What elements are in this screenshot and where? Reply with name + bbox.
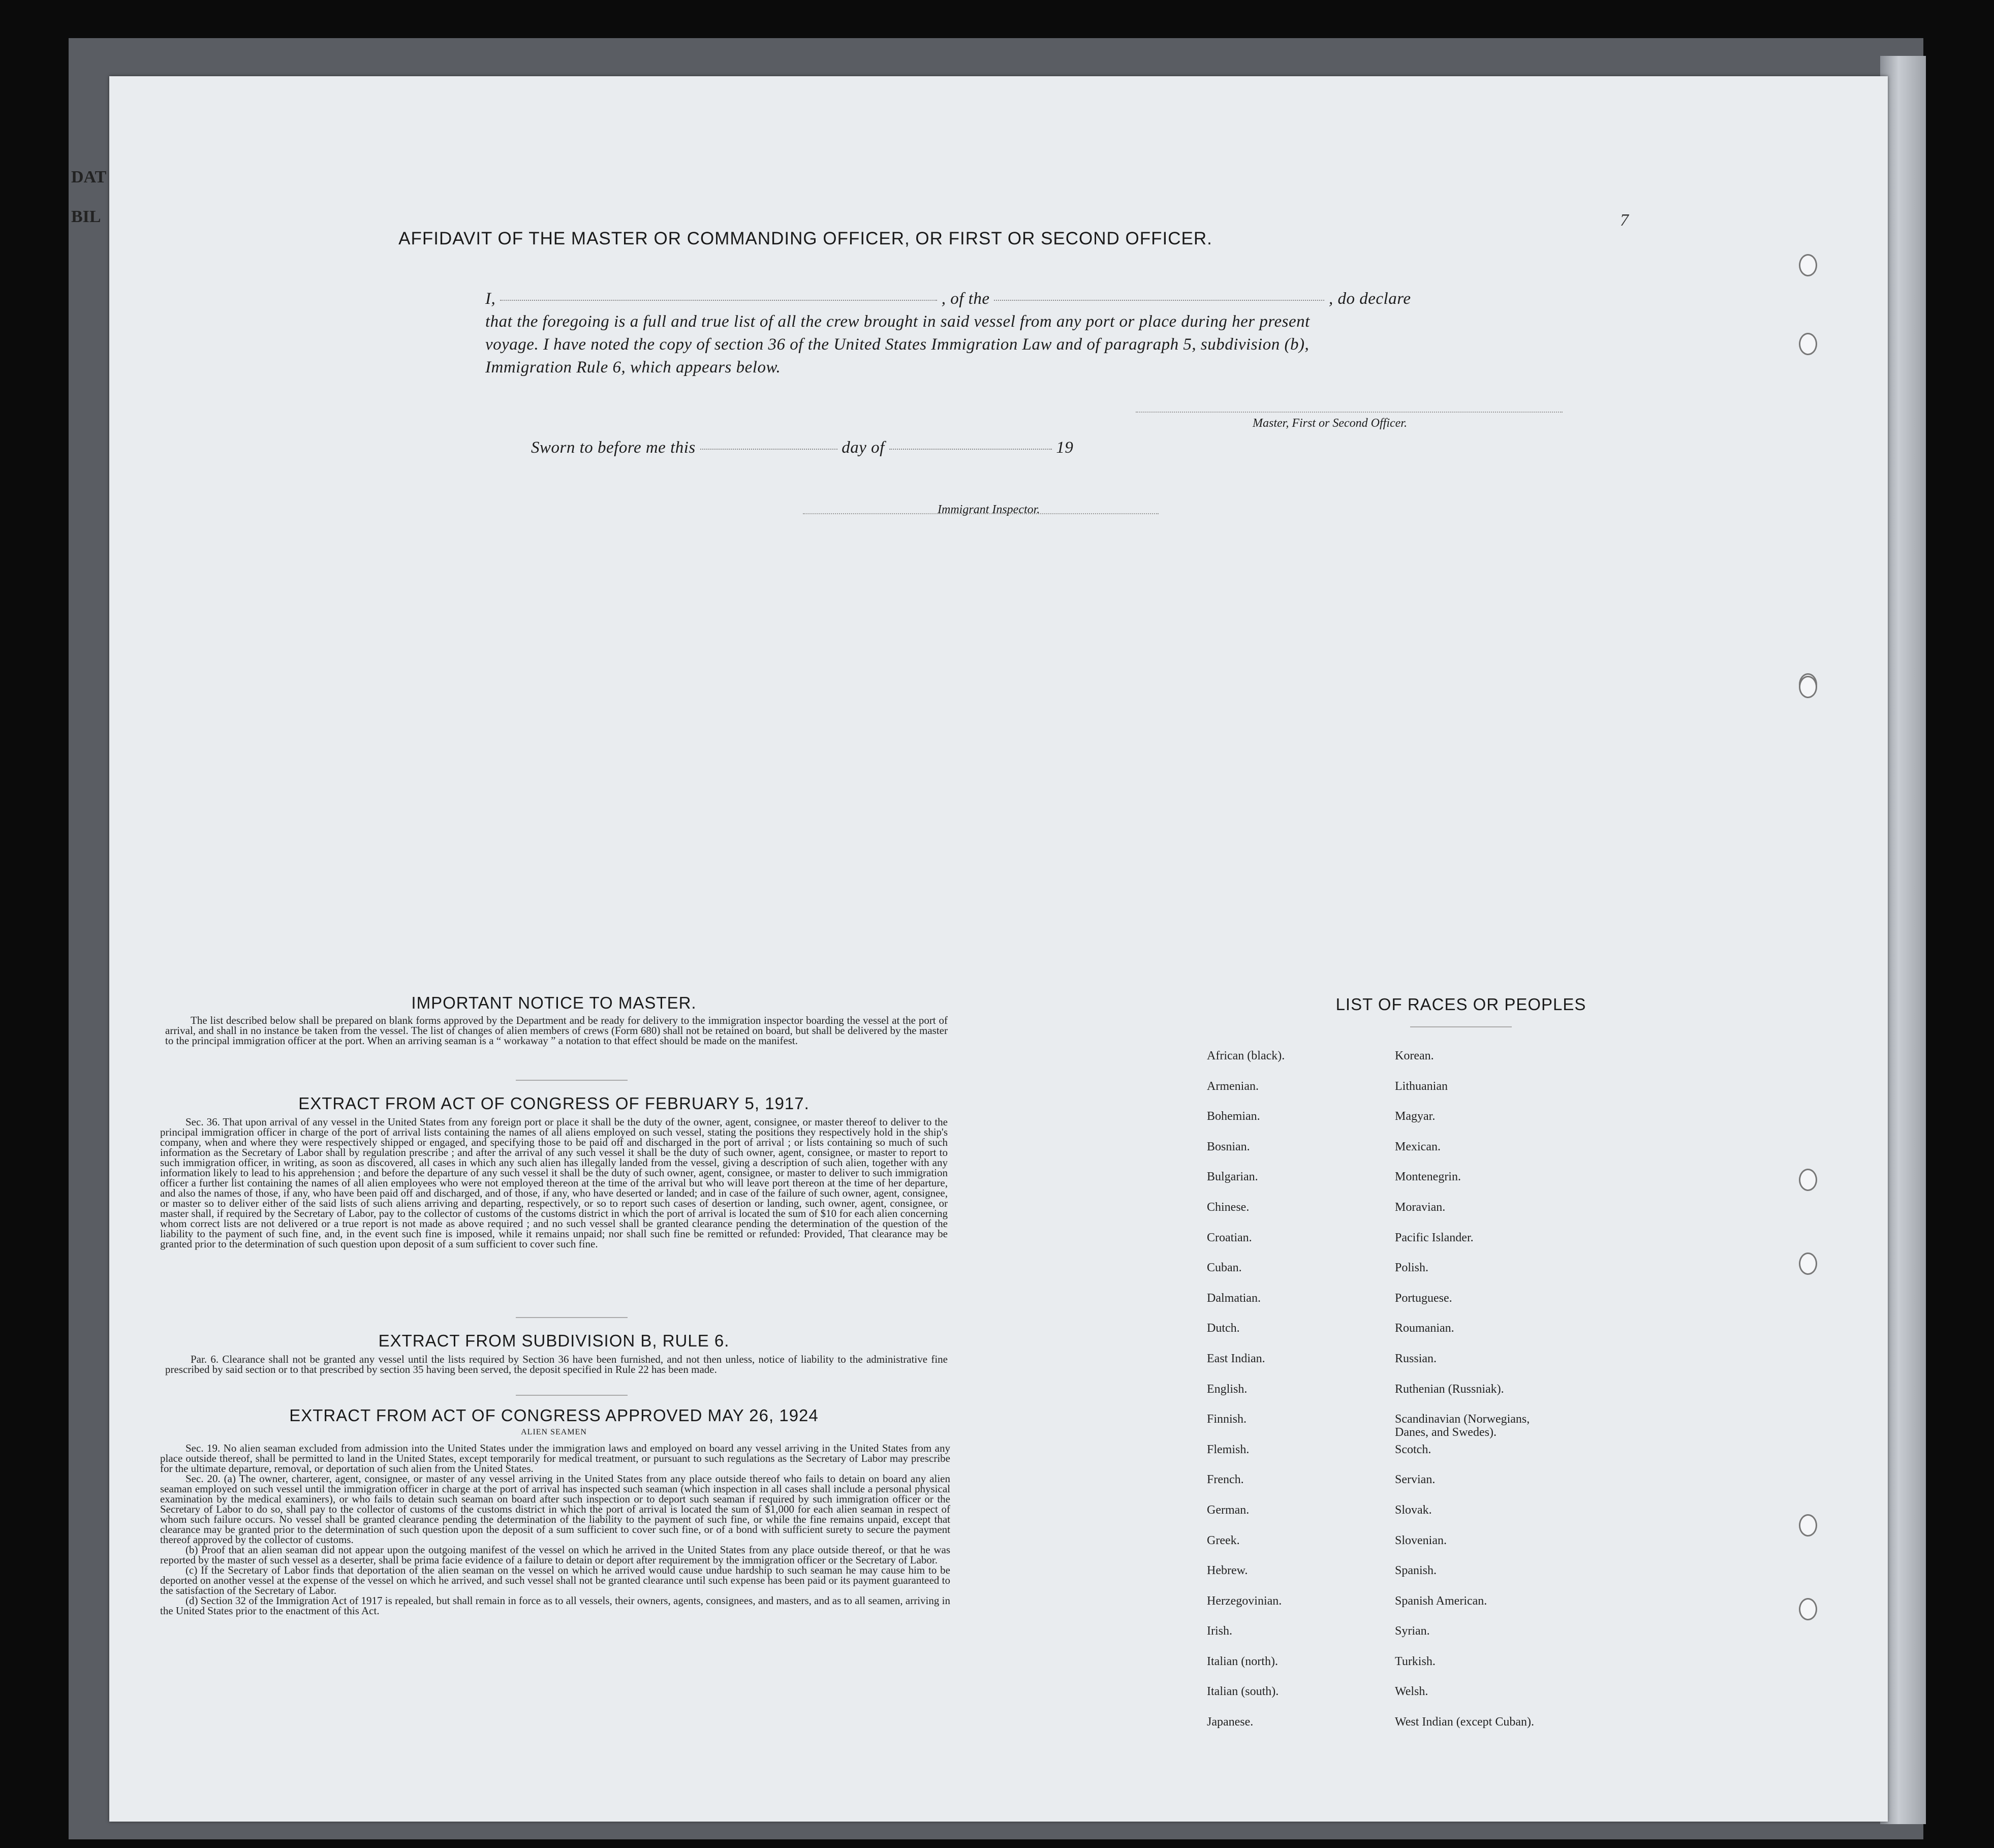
race-item: Ruthenian (Russniak). <box>1395 1382 1504 1396</box>
extract-1917-title: EXTRACT FROM ACT OF CONGRESS OF FEBRUARY 5, 1917. <box>298 1094 809 1113</box>
race-item: Italian (north). <box>1207 1654 1278 1668</box>
race-item: Bulgarian. <box>1207 1170 1258 1184</box>
punch-hole <box>1799 1252 1817 1275</box>
master-signature-line[interactable] <box>1136 412 1563 413</box>
inspector-caption: Immigrant Inspector. <box>938 503 1040 516</box>
race-item: Dalmatian. <box>1207 1291 1261 1305</box>
stub-label-2: BIL <box>71 207 101 226</box>
race-item: Italian (south). <box>1207 1685 1279 1699</box>
race-item: Scotch. <box>1395 1443 1431 1456</box>
races-title: LIST OF RACES OR PEOPLES <box>1335 995 1586 1014</box>
declare-of-the: , of the <box>941 290 990 308</box>
vessel-blank[interactable] <box>994 299 1324 301</box>
races-left-column <box>1207 1049 1395 1746</box>
race-item: Croatian. <box>1207 1231 1252 1244</box>
race-item: English. <box>1207 1382 1248 1396</box>
race-item: Magyar. <box>1395 1110 1436 1123</box>
notice-text <box>165 1015 948 1046</box>
punch-hole <box>1799 676 1817 698</box>
race-item: Scandinavian (Norwegians, Danes, and Swedes). <box>1395 1413 1530 1439</box>
punch-hole <box>1799 254 1817 276</box>
race-item: Bohemian. <box>1207 1110 1260 1123</box>
extract-1917-paragraph: Sec. 36. That upon arrival of any vessel in the United States from any foreign port or place it shall be the duty of the owner, agent, consignee, or master thereof to deliver to the principal immigration officer in charge of the port of arrival lists containing the names of all aliens employed on such vessel, stating the positions they respectively hold in the ship's company, when and where they were respectively shipped or engaged, and specifying those to be paid off and discharged in the port of arrival ; or lists containing so much of such information as the Secretary of Labor shall by regulation prescribe ; and after the arrival of any such vessel it shall be the duty of such owner, agent, consignee, or master to report to such immigration officer, in writing, as soon as discovered, all cases in which any such alien has illegally landed from the vessel, giving a description of such alien, together with any information likely to lead to his apprehension ; and before the departure of any such vessel it shall be the duty of such owner, agent, consignee, or master to deliver to such immigration officer a further list containing the names of all alien employees who were not employed thereon at the time of the arrival but who will leave port thereon at the time of her departure, and also the names of those, if any, who have been paid off and discharged, and of those, if any, who have deserted or landed; and in case of the failure of such owner, agent, consignee, or master so to deliver either of the said lists of such aliens arriving and departing, respectively, or so to report such cases of desertion or landing, such owner, agent, consignee, or master shall, if required by the Secretary of Labor, pay to the collector of customs of the customs district in which the port of arrival is located the sum of $10 for each alien concerning whom correct lists are not delivered or a true report is not made as above required ; and no such vessel shall be granted clearance pending the determination of the question of the liability to the payment of such fine, and, in the event such fine is imposed, while it remains unpaid; nor shall such fine be remitted or refunded: Provided, That clearance may be granted prior to the determination of such question upon deposit of a sum sufficient to cover such fine. <box>160 1116 948 1250</box>
punch-hole <box>1799 1514 1817 1537</box>
race-item: Polish. <box>1395 1261 1429 1275</box>
race-item: Servian. <box>1395 1473 1436 1487</box>
extract-1917-text <box>160 1117 948 1249</box>
race-item: Slovenian. <box>1395 1533 1447 1547</box>
extract-rule6-paragraph: Par. 6. Clearance shall not be granted any vessel until the lists required by Section 36 have been furnished, and not then unless, notice of liability to the administrative fine prescribed by said section or to that prescribed by section 35 having been served, the deposit specified in Rule 22 has been made. <box>165 1353 948 1375</box>
declare-i: I, <box>485 290 496 308</box>
race-item: Greek. <box>1207 1533 1240 1547</box>
name-blank[interactable] <box>500 299 937 301</box>
declaration-line-2: that the foregoing is a full and true list of all the crew brought in said vessel from any port or place during her present <box>485 312 1310 331</box>
race-item: Finnish. <box>1207 1413 1247 1426</box>
race-item: Spanish American. <box>1395 1594 1487 1608</box>
declaration-line-3: voyage. I have noted the copy of section 36 of the United States Immigration Law and of paragraph 5, subdivision (b), <box>485 335 1310 354</box>
race-item: Chinese. <box>1207 1200 1250 1214</box>
sworn-month-blank[interactable] <box>889 448 1052 450</box>
extract-1924-paragraph: (d) Section 32 of the Immigration Act of 1917 is repealed, but shall remain in force as to all vessels, their owners, agents, consignees, and masters, and as to all seamen, arriving in the United States prior to the enactment of this Act. <box>160 1594 950 1617</box>
punch-hole <box>1799 1169 1817 1191</box>
page-number: 7 <box>1620 211 1629 230</box>
sworn-day-blank[interactable] <box>700 448 837 450</box>
race-item: Dutch. <box>1207 1322 1240 1335</box>
race-item: Russian. <box>1395 1352 1437 1365</box>
master-caption: Master, First or Second Officer. <box>1253 417 1407 430</box>
notice-title: IMPORTANT NOTICE TO MASTER. <box>411 993 697 1012</box>
notice-paragraph: The list described below shall be prepared on blank forms approved by the Department and be ready for delivery to the immigration inspector boarding the vessel at the port of arrival, and shall in no instance be taken from the vessel. The list of changes of alien members of crews (Form 680) shall not be retained on board, but shall be delivered by the master to the principal immigration officer at the port. When an arriving seaman is a “ workaway ” a notation to that effect should be made on the manifest. <box>165 1014 948 1047</box>
punch-hole <box>1799 1598 1817 1620</box>
divider <box>1410 1026 1512 1027</box>
divider <box>516 1080 628 1081</box>
race-item: African (black). <box>1207 1049 1285 1062</box>
race-item: Welsh. <box>1395 1685 1428 1699</box>
race-item: French. <box>1207 1473 1244 1487</box>
divider <box>516 1395 628 1396</box>
extract-1924-subtitle: ALIEN SEAMEN <box>521 1428 587 1436</box>
race-item: Moravian. <box>1395 1200 1446 1214</box>
race-item: Slovak. <box>1395 1503 1432 1517</box>
stub-label-1: DAT <box>71 168 107 186</box>
race-item: Armenian. <box>1207 1079 1259 1093</box>
extract-1924-text <box>160 1443 950 1616</box>
race-item: Portuguese. <box>1395 1291 1452 1305</box>
extract-1924-paragraph: (b) Proof that an alien seaman did not appear upon the outgoing manifest of the vessel on which he arrived in the United States from any place outside thereof, or that he was reported by the master of such vessel as a deserter, shall be prima facie evidence of a failure to detain or deport after requirement by the immigration officer or the Secretary of Labor. <box>160 1544 950 1566</box>
race-item: East Indian. <box>1207 1352 1265 1365</box>
affidavit-title: AFFIDAVIT OF THE MASTER OR COMMANDING OFFICER, OR FIRST OR SECOND OFFICER. <box>398 229 1212 248</box>
race-item: Pacific Islander. <box>1395 1231 1474 1244</box>
race-item: Japanese. <box>1207 1715 1254 1729</box>
race-item: Bosnian. <box>1207 1140 1250 1153</box>
extract-1924-paragraph: Sec. 19. No alien seaman excluded from admission into the United States under the immigration laws and employed on board any vessel arriving in the United States from any place outside thereof, shall be permitted to land in the United States, except temporarily for medical treatment, or pursuant to such regulations as the Secretary of Labor may prescribe for the ultimate departure, removal, or deportation of such alien from the United States. <box>160 1442 950 1475</box>
declare-do: , do declare <box>1328 290 1411 308</box>
races-right-column <box>1395 1049 1659 1746</box>
sworn-text: Sworn to before me this <box>531 438 696 457</box>
declaration-line <box>485 290 1583 308</box>
sworn-line <box>531 438 1629 457</box>
race-item: Spanish. <box>1395 1564 1437 1578</box>
race-item: Mexican. <box>1395 1140 1441 1153</box>
extract-rule6-title: EXTRACT FROM SUBDIVISION B, RULE 6. <box>378 1331 730 1350</box>
extract-1924-title: EXTRACT FROM ACT OF CONGRESS APPROVED MAY 26, 1924 <box>289 1406 819 1425</box>
punch-hole <box>1799 333 1817 355</box>
declaration-line-4: Immigration Rule 6, which appears below. <box>485 358 781 377</box>
race-item: Herzegovinian. <box>1207 1594 1282 1608</box>
divider <box>516 1317 628 1318</box>
sworn-day-of: day of <box>842 438 885 457</box>
extract-1924-paragraph: (c) If the Secretary of Labor finds that deportation of the alien seaman on the vessel on which he arrived would cause undue hardship to such seaman he may cause him to be deported on another vessel at the expense of the vessel on which he arrived, and such vessel shall not be granted clearance until such expense has been paid or its payment guaranteed to the satisfaction of the Secretary of Labor. <box>160 1564 950 1596</box>
race-item: Korean. <box>1395 1049 1434 1062</box>
race-item: Turkish. <box>1395 1654 1436 1668</box>
race-item: Montenegrin. <box>1395 1170 1461 1184</box>
race-item: Syrian. <box>1395 1624 1430 1638</box>
race-item: German. <box>1207 1503 1250 1517</box>
side-stub <box>71 168 112 247</box>
race-item: West Indian (except Cuban). <box>1395 1715 1534 1729</box>
race-item: Roumanian. <box>1395 1322 1454 1335</box>
race-item: Flemish. <box>1207 1443 1250 1456</box>
document-page <box>109 76 1888 1822</box>
race-item: Lithuanian <box>1395 1079 1448 1093</box>
race-item: Hebrew. <box>1207 1564 1248 1578</box>
race-item: Irish. <box>1207 1624 1232 1638</box>
race-item: Cuban. <box>1207 1261 1242 1275</box>
sworn-year: 19 <box>1056 438 1074 457</box>
extract-1924-paragraph: Sec. 20. (a) The owner, charterer, agent, consignee, or master of any vessel arriving in the United States from any place outside thereof who fails to detain on board any alien seaman employed on such vessel until the immigration officer in charge at the port of arrival has inspected such seaman (which inspection in all cases shall include a personal physical examination by the medical examiners), or who fails to detain such seaman on board after such inspection or to deport such seaman if required by such immigration officer or the Secretary of Labor to do so, shall pay to the collector of customs of the customs district in which the port of arrival is located the sum of $1,000 for each alien seaman in respect of whom such failure occurs. No vessel shall be granted clearance pending the determination of the liability to the payment of such fine, or while the fine remains unpaid, except that clearance may be granted prior to the determination of such question upon the deposit of a sum sufficient to cover such fine, or of a bond with sufficient surety to secure the payment thereof approved by the collector of customs. <box>160 1473 950 1546</box>
extract-rule6-text <box>165 1354 948 1374</box>
